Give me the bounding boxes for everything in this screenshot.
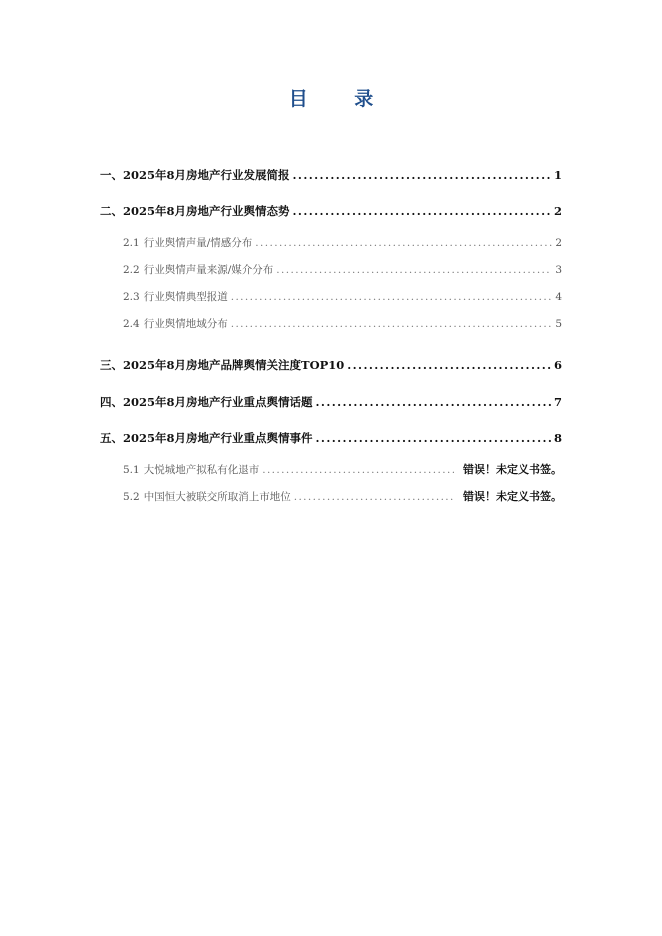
toc-entry-5-2[interactable] xyxy=(100,488,562,504)
toc-entry-page-error: 错误！未定义书签。 xyxy=(463,463,562,476)
toc-entry-text: 2025年8月房地产行业重点舆情话题 xyxy=(123,395,313,409)
toc-entry-text: 行业舆情声量/情感分布 xyxy=(143,237,253,249)
toc-entry-page: 8 xyxy=(553,431,562,445)
toc-leader-dots xyxy=(347,358,551,372)
toc-entry-4[interactable] xyxy=(100,394,562,410)
toc-entry-1[interactable] xyxy=(100,167,562,183)
toc-entry-number: 2.3 xyxy=(123,291,140,303)
toc-entry-text: 2025年8月房地产品牌舆情关注度TOP10 xyxy=(123,358,345,372)
toc-leader-dots xyxy=(276,264,552,276)
toc-entry-2-4[interactable] xyxy=(100,316,562,331)
toc-entry-number: 五、 xyxy=(100,431,123,445)
toc-entry-5[interactable] xyxy=(100,430,562,446)
toc-entry-page: 4 xyxy=(555,291,562,303)
toc-entry-text: 行业舆情声量来源/媒介分布 xyxy=(143,264,274,276)
toc-entry-page-error: 错误！未定义书签。 xyxy=(463,490,562,503)
toc-leader-dots xyxy=(262,464,454,476)
toc-entry-number: 5.1 xyxy=(123,464,140,476)
toc-entry-text: 2025年8月房地产行业发展简报 xyxy=(123,168,290,182)
toc-entry-text: 大悦城地产拟私有化退市 xyxy=(143,464,260,476)
toc-entry-2-1[interactable] xyxy=(100,235,562,250)
toc-entry-page: 6 xyxy=(553,358,562,372)
toc-entry-5-1[interactable] xyxy=(100,461,562,477)
toc-entry-2-3[interactable] xyxy=(100,289,562,304)
toc-entry-text: 中国恒大被联交所取消上市地位 xyxy=(143,491,291,503)
toc-entry-number: 三、 xyxy=(100,358,123,372)
toc-leader-dots xyxy=(294,491,454,503)
toc-entry-text: 2025年8月房地产行业重点舆情事件 xyxy=(123,431,313,445)
toc-entry-number: 2.2 xyxy=(123,264,140,276)
toc-entry-2-2[interactable] xyxy=(100,262,562,277)
toc-leader-dots xyxy=(316,395,551,409)
toc-leader-dots xyxy=(316,431,551,445)
toc-entry-page: 1 xyxy=(553,168,562,182)
toc-leader-dots xyxy=(293,168,551,182)
toc-entry-number: 四、 xyxy=(100,395,123,409)
toc-entry-number: 一、 xyxy=(100,168,123,182)
toc-entry-text: 行业舆情典型报道 xyxy=(143,291,228,303)
toc-entry-text: 2025年8月房地产行业舆情态势 xyxy=(123,204,290,218)
toc-leader-dots xyxy=(255,237,552,249)
toc-entry-page: 2 xyxy=(555,237,562,249)
toc-leader-dots xyxy=(231,318,553,330)
toc-entry-3[interactable] xyxy=(100,357,562,373)
toc-entry-number: 2.1 xyxy=(123,237,140,249)
toc-entry-page: 7 xyxy=(553,395,562,409)
toc-entry-page: 3 xyxy=(555,264,562,276)
toc-title: 目 录 xyxy=(288,88,394,110)
toc-entry-number: 2.4 xyxy=(123,318,140,330)
toc-leader-dots xyxy=(293,204,551,218)
toc-entry-page: 2 xyxy=(553,204,562,218)
toc-entry-text: 行业舆情地域分布 xyxy=(143,318,228,330)
toc-entry-number: 二、 xyxy=(100,204,123,218)
toc-entry-number: 5.2 xyxy=(123,491,140,503)
toc-leader-dots xyxy=(231,291,553,303)
toc-entry-2[interactable] xyxy=(100,203,562,219)
toc-entry-page: 5 xyxy=(555,318,562,330)
